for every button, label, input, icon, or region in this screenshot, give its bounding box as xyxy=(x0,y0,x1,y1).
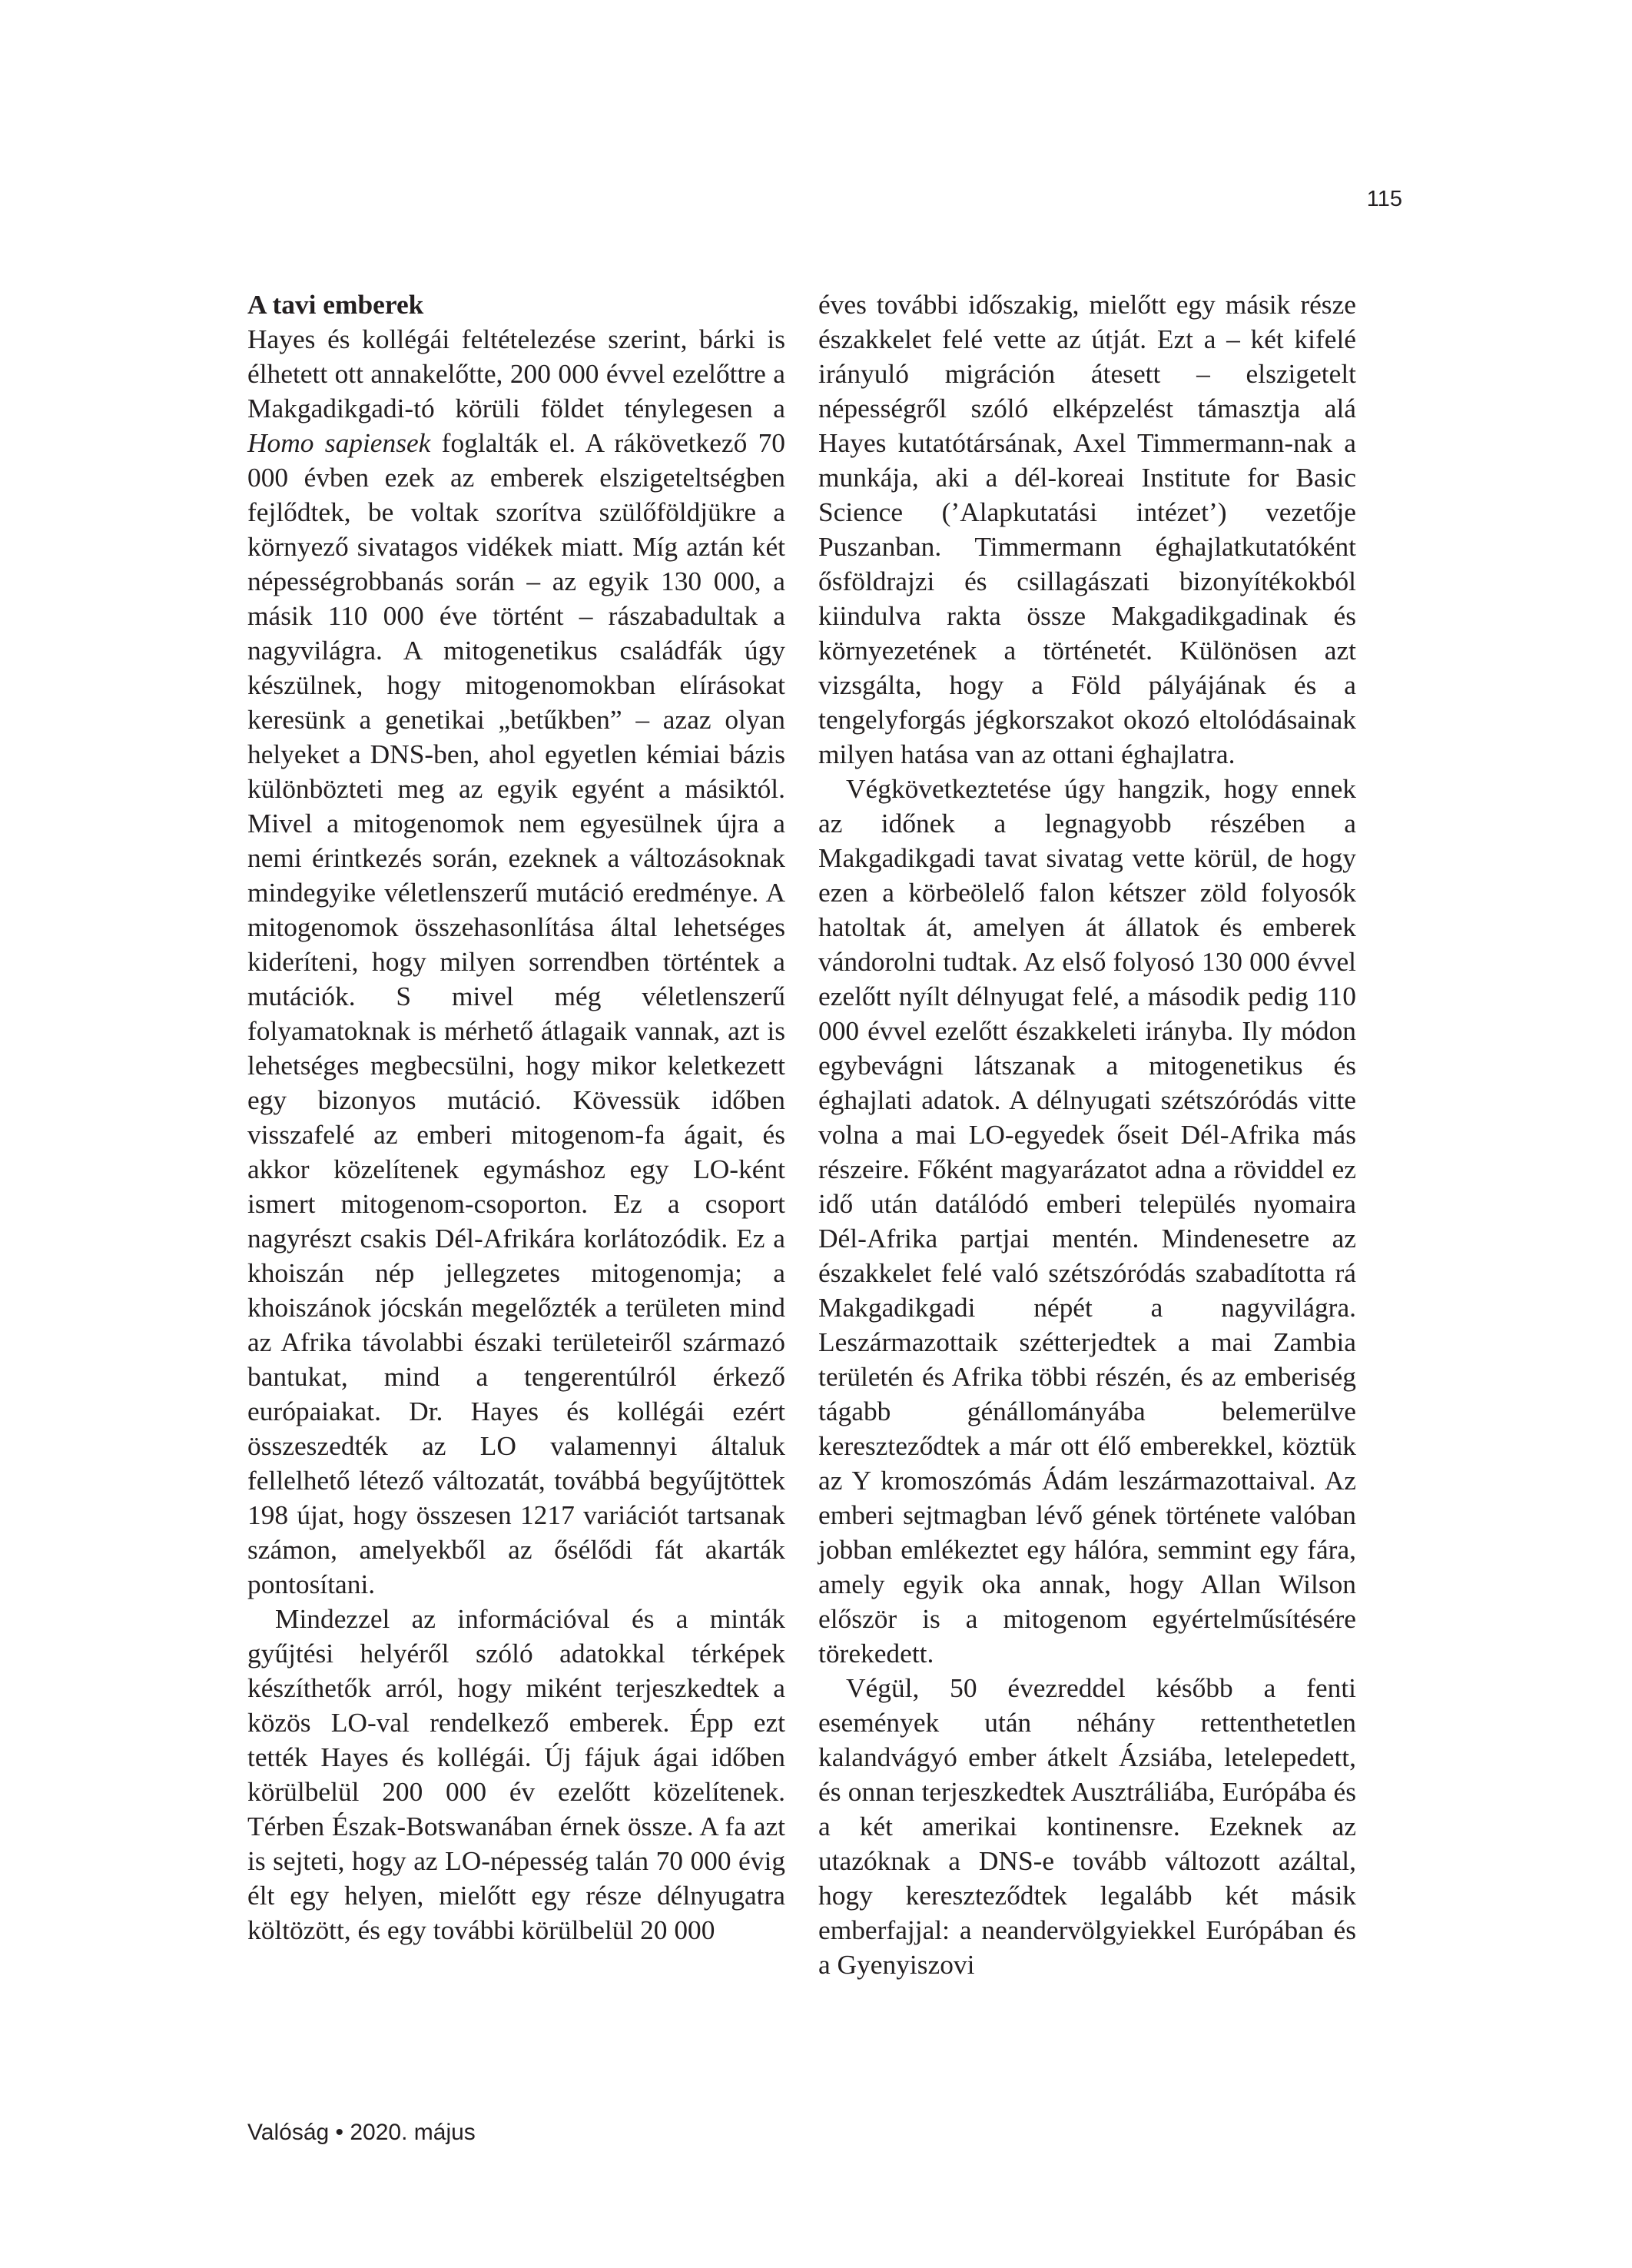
paragraph: Mindezzel az információval és a minták gyűjtési helyéről szóló adatokkal térképek készíthetők arról, hogy miként terjeszkedtek a közös LO-val rendelkező emberek. Épp ezt tették Hayes és kollégái. Új fájuk ágai időben körülbelül 200 000 év ezelőtt közelítenek. Térben Észak-Botswanában érnek össze. A fa azt is sejteti, hogy az LO-népesség talán 70 000 évig élt egy helyen, mielőtt egy része délnyugatra költözött, és egy további körülbelül 20 000 xyxy=(247,1603,785,1945)
left-column xyxy=(247,287,785,1948)
page-footer: Valóság • 2020. május xyxy=(247,2120,476,2145)
italic-term: Homo sapiensek xyxy=(247,427,431,458)
paragraph xyxy=(247,322,785,1602)
paragraph-text: foglalták el. A rákövetkező 70 000 évben ezek az emberek elszigeteltségben fejlődtek, be voltak szorítva szülőföldjükre a környező sivatagos vidékek miatt. Míg aztán két népességrobbanás során – az egyik 130 000, a másik 110 000 éve történt – rászabadultak a nagyvilágra. A mitogenetikus családfák úgy készülnek, hogy mitogenomokban elírásokat keresünk a genetikai „betűkben” – azaz olyan helyeket a DNS-ben, ahol egyetlen kémiai bázis különbözteti meg az egyik egyént a másiktól. Mivel a mitogenomok nem egyesülnek újra a nemi érintkezés során, ezeknek a változásoknak mindegyike véletlenszerű mutáció eredménye. A mitogenomok összehasonlítása által lehetséges kideríteni, hogy milyen sorrendben történtek a mutációk. S mivel még véletlenszerű folyamatoknak is mérhető átlagaik vannak, azt is lehetséges megbecsülni, hogy mikor keletkezett egy bizonyos mutáció. Kövessük időben visszafelé az emberi mitogenom-fa ágait, és akkor közelítenek egymáshoz egy LO-ként ismert mitogenom-csoporton. Ez a csoport nagyrészt csakis Dél-Afrikára korlátozódik. Ez a khoiszán nép jellegzetes mitogenomja; a khoiszánok jócskán megelőzték a területen mind az Afrika távolabbi északi területeiről származó bantukat, mind a tengerentúlról érkező európaiakat. Dr. Hayes és kollégái ezért összeszedték az LO valamennyi általuk fellelhető létező változatát, továbbá begyűjtöttek 198 újat, hogy összesen 1217 variációt tartsanak számon, amelyekből az ősélődi fát akarták pontosítani. xyxy=(247,427,785,1599)
right-column xyxy=(818,287,1356,1982)
paragraph-text: Hayes és kollégái feltételezése szerint, bárki is élhetett ott annakelőtte, 200 000 évvel ezelőttre a Makgadikgadi-tó körüli földet ténylegesen a xyxy=(247,324,785,423)
page-number: 115 xyxy=(1366,187,1402,211)
paragraph: Végkövetkeztetése úgy hangzik, hogy ennek az időnek a legnagyobb részében a Makgadikgadi tavat sivatag vette körül, de hogy ezen a körbeölelő falon kétszer zöld folyosók hatoltak át, amelyen át állatok és emberek vándorolni tudtak. Az első folyosó 130 000 évvel ezelőtt nyílt délnyugat felé, a második pedig 110 000 évvel ezelőtt északkeleti irányba. Ily módon egybevágni látszanak a mitogenetikus és éghajlati adatok. A délnyugati szétszóródás vitte volna a mai LO-egyedek őseit Dél-Afrika más részeire. Főként magyarázatot adna a röviddel ez idő után datálódó emberi település nyomaira Dél-Afrika partjai mentén. Mindenesetre az északkelet felé való szétszóródás szabadította rá Makgadikgadi népét a nagyvilágra. Leszármazottaik szétterjedtek a mai Zambia területén és Afrika többi részén, és az emberiség tágabb génállományába belemerülve kereszteződtek a már ott élő emberekkel, köztük az Y kromoszómás Ádám leszármazottaival. Az emberi sejtmagban lévő gének története valóban jobban emlékeztet egy hálóra, semmint egy fára, amely egyik oka annak, hogy Allan Wilson először is a mitogenom egyértelműsítésére törekedett. xyxy=(818,773,1356,1669)
paragraph: Végül, 50 évezreddel később a fenti események után néhány rettenthetetlen kalandvágyó ember átkelt Ázsiába, letelepedett, és onnan terjeszkedtek Ausztráliába, Európába és a két amerikai kontinensre. Ezeknek az utazóknak a DNS-e tovább változott azáltal, hogy kereszteződtek legalább két másik emberfajjal: a neandervölgyiekkel Európában és a Gyenyiszovi xyxy=(818,1672,1356,1980)
section-heading: A tavi emberek xyxy=(247,289,424,320)
paragraph: éves további időszakig, mielőtt egy másik része északkelet felé vette az útját. Ezt a – két kifelé irányuló migráción átesett – elszigetelt népességről szóló elképzelést támasztja alá Hayes kutatótársának, Axel Timmermann-nak a munkája, aki a dél-koreai Institute for Basic Science (’Alapkutatási intézet’) vezetője Puszanban. Timmermann éghajlatkutatóként ősföldrajzi és csillagászati bizonyítékokból kiindulva rakta össze Makgadikgadinak és környezetének a történetét. Különösen azt vizsgálta, hogy a Föld pályájának és a tengelyforgás jégkorszakot okozó eltolódásainak milyen hatása van az ottani éghajlatra. xyxy=(818,289,1356,769)
